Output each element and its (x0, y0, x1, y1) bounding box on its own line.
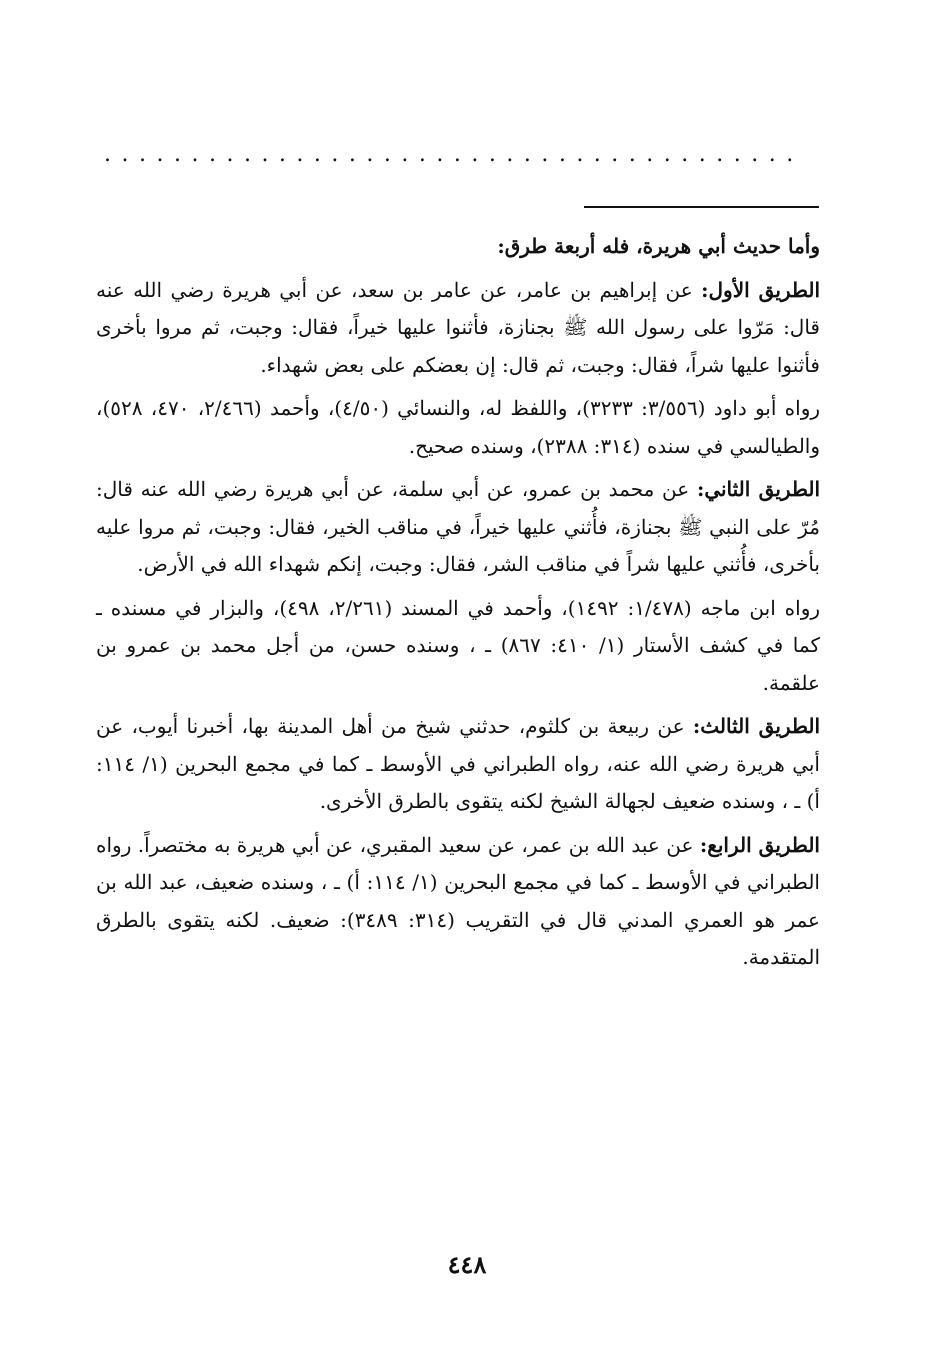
dotted-separator: ........................................ (104, 148, 804, 162)
paragraph-text: رواه أبو داود (٣/٥٥٦: ٣٢٣٣)، واللفظ له، والنسائي (٤/٥٠)، وأحمد (٢/٤٦٦، ٤٧٠، ٥٢٨)، والطيالسي في سنده (٣١٤: ٢٣٨٨)، وسنده صحيح. (96, 396, 821, 458)
route-label: الطريق الثالث: (692, 714, 821, 738)
paragraph-second-route-sources (96, 590, 820, 703)
paragraph-second-route (96, 471, 820, 584)
paragraph-text: عن ربيعة بن كلثوم، حدثني شيخ من أهل المدينة بها، أخبرنا أيوب، عن أبي هريرة رضي الله عنه، رواه الطبراني في الأوسط ـ كما في مجمع البحرين (١/ ١١٤: أ) ـ ، وسنده ضعيف لجهالة الشيخ لكنه يتقوى بالطرق الأخرى. (96, 714, 820, 813)
paragraph-first-route (96, 272, 820, 385)
paragraph-first-route-sources (96, 390, 820, 465)
paragraph-fourth-route (96, 827, 820, 977)
paragraph-text: عن إبراهيم بن عامر، عن عامر بن سعد، عن أبي هريرة رضي الله عنه قال: مَرّوا على رسول الله ﷺ بجنازة، فأثنوا عليها خيراً، فقال: وجبت، ثم مروا بأخرى فأثنوا عليها شراً، فقال: وجبت، ثم قال: إن بعضكم على بعض شهداء. (96, 277, 820, 377)
main-text (96, 228, 820, 983)
route-label: الطريق الأول: (701, 277, 821, 302)
route-label: الطريق الثاني: (696, 477, 820, 501)
paragraph-text: رواه ابن ماجه (١/٤٧٨: ١٤٩٢)، وأحمد في المسند (٢/٢٦١، ٤٩٨)، والبزار في مسنده ـ كما في كشف الأستار (١/ ٤١٠: ٨٦٧) ـ ، وسنده حسن، من أجل محمد بن عمرو بن علقمة. (96, 595, 821, 695)
paragraph-text: عن محمد بن عمرو، عن أبي سلمة، عن أبي هريرة رضي الله عنه قال: مُرّ على النبي ﷺ بجنازة، فأُثني عليها خيراً، في مناقب الخير، فقال: وجبت، ثم مروا عليه بأخرى، فأُثني عليها شراً في مناقب الشر، فقال: وجبت، إنكم شهداء الله في الأرض. (96, 477, 820, 576)
page-number: ٤٤٨ (447, 1250, 487, 1279)
paragraph-text: عن عبد الله بن عمر، عن سعيد المقبري، عن أبي هريرة به مختصراً. رواه الطبراني في الأوسط ـ كما في مجمع البحرين (١/ ١١٤: أ) ـ ، وسنده ضعيف، عبد الله بن عمر هو العمري المدني قال في التقريب (٣١٤: ٣٤٨٩): ضعيف. لكنه يتقوى بالطرق المتقدمة. (96, 832, 820, 969)
intro-line: وأما حديث أبي هريرة، فله أربعة طرق: (497, 234, 820, 258)
route-label: الطريق الرابع: (699, 832, 820, 857)
footnote-rule (584, 206, 819, 208)
paragraph-third-route (96, 708, 820, 821)
